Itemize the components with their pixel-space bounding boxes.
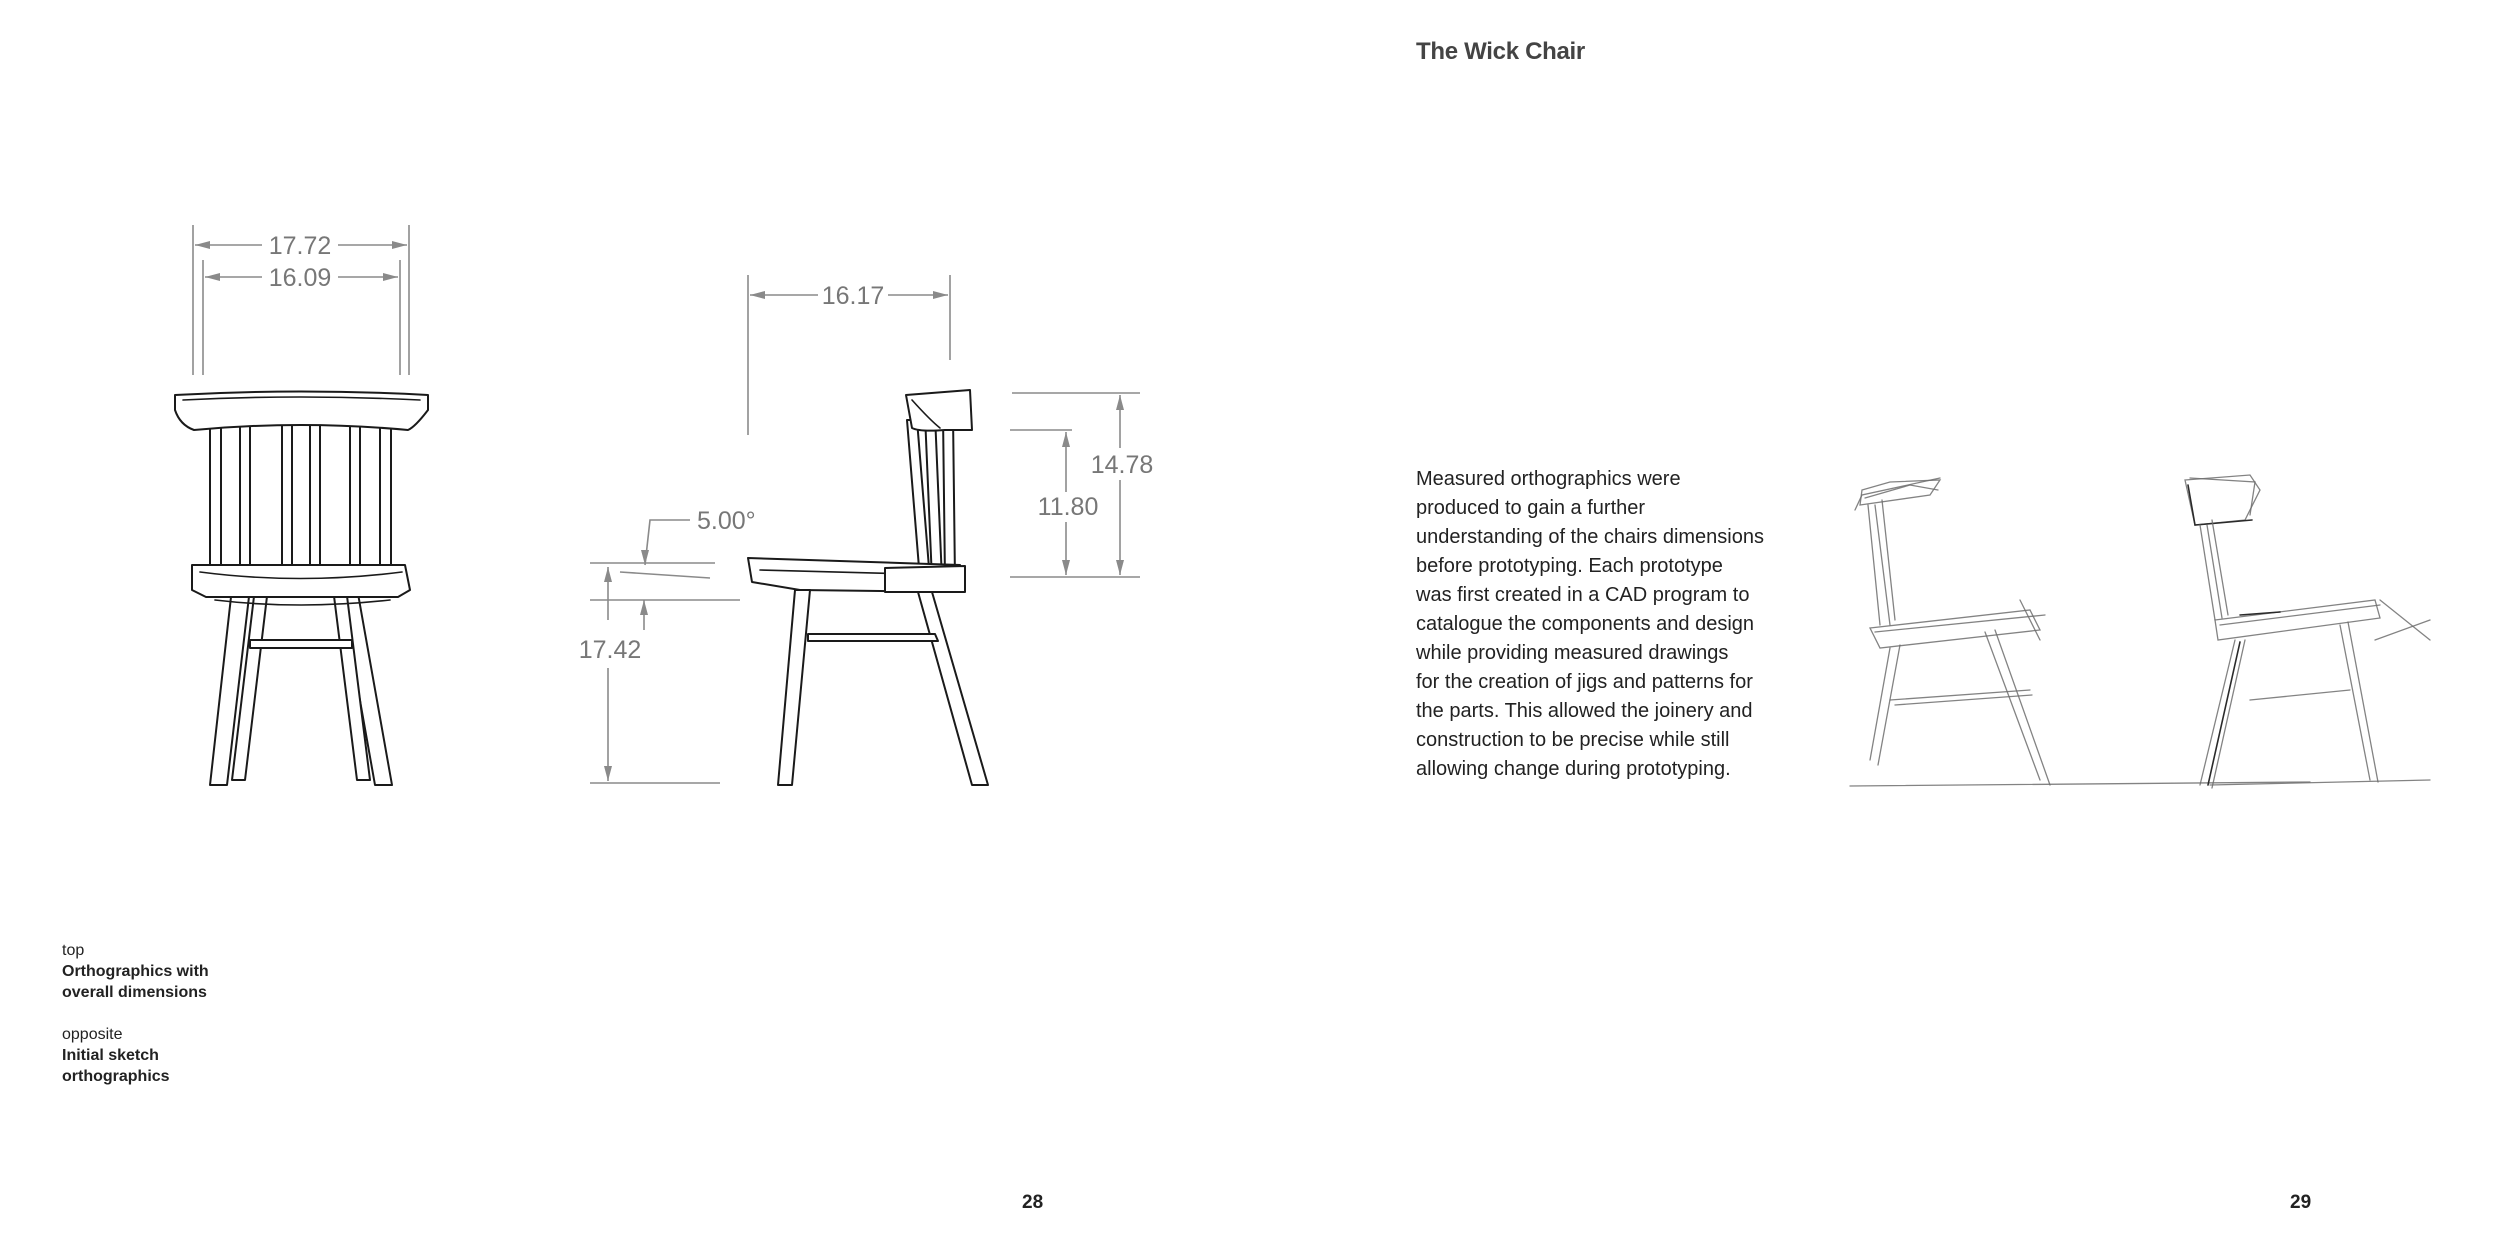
body-line: understanding of the chairs dimensions — [1416, 526, 1764, 548]
front-view-dimensions — [193, 225, 409, 375]
body-line: produced to gain a further — [1416, 497, 1646, 519]
body-line: was first created in a CAD program to — [1416, 584, 1750, 606]
dim-seat-height: 17.42 — [578, 636, 642, 664]
body-line: the parts. This allowed the joinery and — [1416, 700, 1753, 722]
caption-top — [62, 940, 209, 1003]
dim-front-overall-width: 17.72 — [268, 232, 332, 260]
caption-top-text: Orthographics with overall dimensions — [62, 963, 209, 1001]
side-view-dimensions — [579, 275, 1154, 783]
sketch-chair-left — [1850, 478, 2310, 786]
dim-front-seat-width: 16.09 — [268, 264, 332, 292]
sketch-chair-right — [2185, 475, 2430, 788]
caption-opposite-text: Initial sketch orthographics — [62, 1047, 170, 1085]
body-line: while providing measured drawings — [1416, 642, 1729, 664]
chair-side-view — [748, 390, 988, 785]
right-page — [1250, 0, 2500, 1250]
dim-backrest-height: 11.80 — [1037, 493, 1099, 521]
dim-side-depth: 16.17 — [821, 282, 885, 310]
body-line: catalogue the components and design — [1416, 613, 1755, 635]
body-paragraph — [1416, 465, 1776, 784]
body-line: before prototyping. Each prototype — [1416, 555, 1723, 577]
figure-captions — [62, 940, 209, 1087]
page-number-right: 29 — [2290, 1192, 2312, 1213]
body-line: construction to be precise while still — [1416, 729, 1730, 751]
chair-front-view — [175, 392, 428, 786]
page-title: The Wick Chair — [1416, 38, 1585, 65]
left-page — [0, 0, 1250, 1250]
body-line: for the creation of jigs and patterns for — [1416, 671, 1753, 693]
body-line: allowing change during prototyping. — [1416, 758, 1731, 780]
caption-top-label: top — [62, 942, 85, 959]
page-number-left: 28 — [1022, 1192, 1044, 1213]
caption-opposite-label: opposite — [62, 1026, 123, 1043]
dim-seat-angle: 5.00° — [697, 507, 756, 535]
dim-back-height: 14.78 — [1090, 451, 1154, 479]
body-line: Measured orthographics were — [1416, 468, 1681, 490]
caption-opposite — [62, 1024, 209, 1087]
